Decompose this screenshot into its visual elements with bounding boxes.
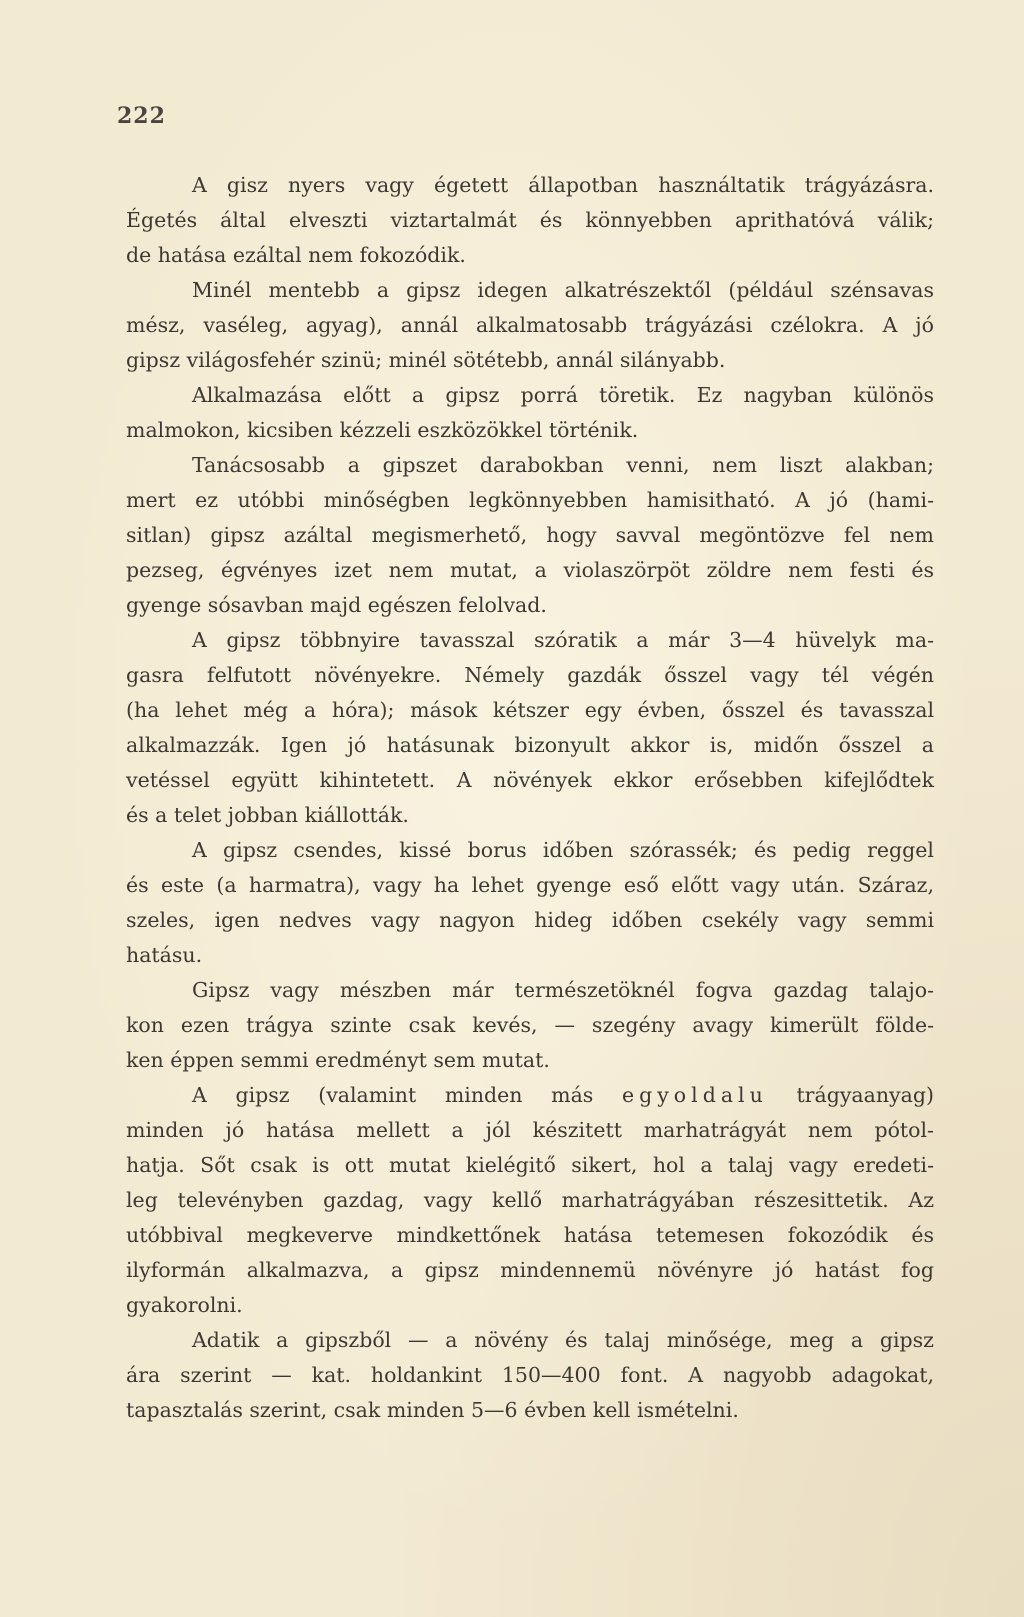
paragraph-7: [126, 973, 934, 1078]
text-line: ken éppen semmi eredményt sem mutat.: [126, 1048, 550, 1072]
text-line: (ha lehet még a hóra); mások kétszer egy évben, ősszel és tavasszal: [126, 698, 934, 722]
text-line: Tanácsosabb a gipszet darabokban venni, nem liszt alakban;: [192, 453, 934, 477]
text-line: minden jó hatása mellett a jól készitett marhatrágyát nem pótol-: [126, 1118, 934, 1142]
body-text: [126, 168, 934, 1428]
text-line: vetéssel együtt kihintetett. A növények ekkor erősebben kifejlődtek: [126, 768, 934, 792]
text-line: gipsz világosfehér szinü; minél sötétebb, annál silányabb.: [126, 348, 726, 372]
paragraph-6: [126, 833, 934, 973]
text-line: szeles, igen nedves vagy nagyon hideg időben csekély vagy semmi: [126, 908, 934, 932]
text-line: A gisz nyers vagy égetett állapotban használtatik trágyázásra.: [192, 173, 934, 197]
text-line: ára szerint — kat. holdankint 150—400 font. A nagyobb adagokat,: [126, 1363, 934, 1387]
text-line: kon ezen trágya szinte csak kevés, — szegény avagy kimerült földe-: [126, 1013, 934, 1037]
text-line: leg televényben gazdag, vagy kellő marhatrágyában részesittetik. Az: [126, 1188, 934, 1212]
text-line: A gipsz többnyire tavasszal szóratik a már 3—4 hüvelyk ma-: [192, 628, 934, 652]
text-line: A gipsz csendes, kissé borus időben szórassék; és pedig reggel: [192, 838, 934, 862]
text-line: alkalmazzák. Igen jó hatásunak bizonyult akkor is, midőn ősszel a: [126, 733, 934, 757]
page-number: 222: [117, 103, 166, 129]
paragraph-5: [126, 623, 934, 833]
text-line: Minél mentebb a gipsz idegen alkatrészektől (például szénsavas: [192, 278, 934, 302]
text-line: Adatik a gipszből — a növény és talaj minősége, meg a gipsz: [192, 1328, 934, 1352]
paragraph-9: [126, 1323, 934, 1428]
text-line: malmokon, kicsiben kézzeli eszközökkel történik.: [126, 418, 639, 442]
text-line: hatásu.: [126, 943, 203, 967]
text-line: ilyformán alkalmazva, a gipsz mindennemü növényre jó hatást fog: [126, 1258, 934, 1282]
text-line: tapasztalás szerint, csak minden 5—6 évben kell ismételni.: [126, 1398, 739, 1422]
text-line: sitlan) gipsz azáltal megismerhető, hogy savval megöntözve fel nem: [126, 523, 934, 547]
text-line: Égetés által elveszti viztartalmát és könnyebben aprithatóvá válik;: [126, 208, 934, 232]
text-line: pezseg, égvényes izet nem mutat, a violaszörpöt zöldre nem festi és: [126, 558, 934, 582]
text-line: és a telet jobban kiállották.: [126, 803, 409, 827]
text-line: Alkalmazása előtt a gipsz porrá töretik. Ez nagyban különös: [192, 383, 934, 407]
text-line: mert ez utóbbi minőségben legkönnyebben hamisitható. A jó (hami-: [126, 488, 934, 512]
text-line: gyenge sósavban majd egészen felolvad.: [126, 593, 547, 617]
paragraph-2: [126, 273, 934, 378]
text-line: utóbbival megkeverve mindkettőnek hatása tetemesen fokozódik és: [126, 1223, 934, 1247]
paragraph-3: [126, 378, 934, 448]
emphasized-word: egyoldalu: [621, 1083, 768, 1107]
text-line: Gipsz vagy mészben már természetöknél fogva gazdag talajo-: [192, 978, 934, 1002]
text-line: de hatása ezáltal nem fokozódik.: [126, 243, 466, 267]
text-line: és este (a harmatra), vagy ha lehet gyenge eső előtt vagy után. Száraz,: [126, 873, 934, 897]
text-line: mész, vaséleg, agyag), annál alkalmatosabb trágyázási czélokra. A jó: [126, 313, 934, 337]
text-line: A gipsz (valamint minden más egyoldalu trágyaanyag): [192, 1083, 934, 1107]
paragraph-8: [126, 1078, 934, 1323]
paragraph-4: [126, 448, 934, 623]
text-line: hatja. Sőt csak is ott mutat kielégitő sikert, hol a talaj vagy eredeti-: [126, 1153, 934, 1177]
text-line: gyakorolni.: [126, 1293, 243, 1317]
text-line: gasra felfutott növényekre. Némely gazdák ősszel vagy tél végén: [126, 663, 934, 687]
paragraph-1: [126, 168, 934, 273]
